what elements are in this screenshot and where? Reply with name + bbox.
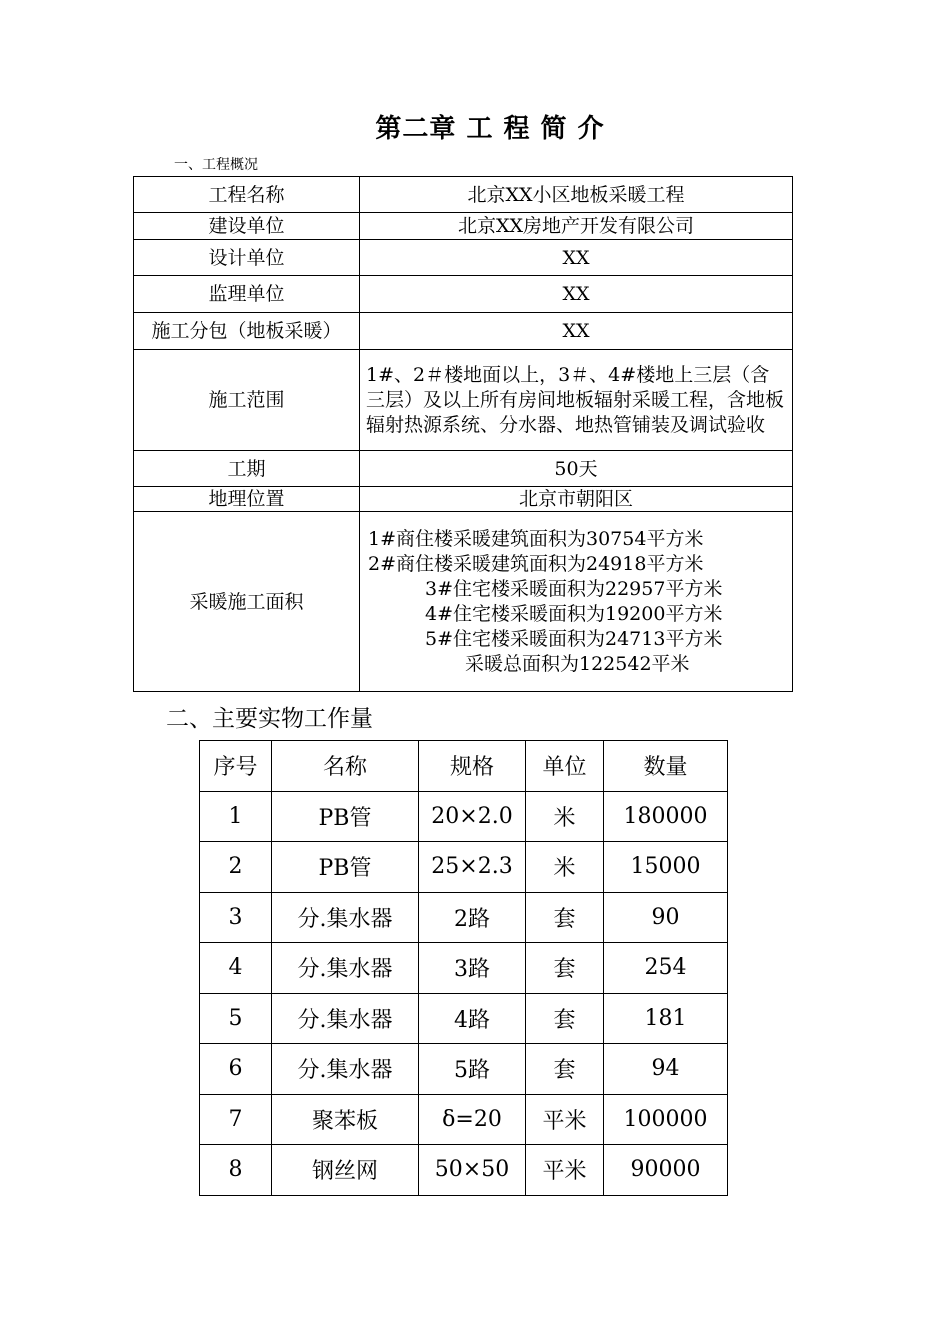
area-line: 采暖总面积为122542平米 [465, 652, 690, 675]
workload-table [199, 740, 728, 1196]
row-label: 地理位置 [134, 487, 360, 512]
column-header: 数量 [604, 741, 728, 792]
column-header: 序号 [200, 741, 272, 792]
table-row [134, 276, 793, 313]
cell: PB管 [272, 791, 419, 842]
cell: δ=20 [419, 1094, 526, 1145]
row-value: XX [360, 313, 793, 350]
cell: 5 [200, 993, 272, 1044]
section1-heading: 一、工程概况 [174, 157, 258, 173]
row-value: XX [360, 240, 793, 276]
table-row [134, 177, 793, 213]
construction-scope-value: 1#、2＃楼地面以上，3＃、4#楼地上三层（含三层）及以上所有房间地板辐射采暖工程，含地板辐射热源系统、分水器、地热管铺装及调试验收 [360, 350, 793, 451]
cell: PB管 [272, 842, 419, 893]
cell: 1 [200, 791, 272, 842]
row-label: 施工范围 [134, 350, 360, 451]
table-row [200, 1094, 728, 1145]
cell: 3 [200, 892, 272, 943]
row-value: 北京XX小区地板采暖工程 [360, 177, 793, 213]
table-row [200, 943, 728, 994]
cell: 181 [604, 993, 728, 1044]
table-row [134, 350, 793, 451]
table-row [200, 1145, 728, 1196]
chapter-title: 第二章 工 程 简 介 [375, 114, 605, 144]
cell: 90000 [604, 1145, 728, 1196]
cell: 2路 [419, 892, 526, 943]
area-line: 1#商住楼采暖建筑面积为30754平方米 [368, 527, 704, 550]
column-header: 单位 [526, 741, 604, 792]
cell: 4 [200, 943, 272, 994]
cell: 套 [526, 1044, 604, 1095]
cell: 94 [604, 1044, 728, 1095]
area-line: 3#住宅楼采暖面积为22957平方米 [425, 577, 723, 600]
cell: 平米 [526, 1145, 604, 1196]
cell: 15000 [604, 842, 728, 893]
table-row [200, 993, 728, 1044]
table-row [134, 487, 793, 512]
cell: 180000 [604, 791, 728, 842]
row-label: 施工分包（地板采暖） [134, 313, 360, 350]
cell: 聚苯板 [272, 1094, 419, 1145]
table-row [134, 313, 793, 350]
heating-area-label: 采暖施工面积 [134, 512, 360, 692]
row-label: 监理单位 [134, 276, 360, 313]
column-header: 规格 [419, 741, 526, 792]
cell: 2 [200, 842, 272, 893]
cell: 90 [604, 892, 728, 943]
table-row [134, 240, 793, 276]
row-value: XX [360, 276, 793, 313]
cell: 分.集水器 [272, 993, 419, 1044]
cell: 套 [526, 993, 604, 1044]
table-row [200, 892, 728, 943]
cell: 6 [200, 1044, 272, 1095]
table-row [134, 213, 793, 240]
table-row [134, 512, 793, 692]
heating-area-values [360, 512, 793, 692]
cell: 3路 [419, 943, 526, 994]
row-value: 50天 [360, 451, 793, 487]
row-value: 北京XX房地产开发有限公司 [360, 213, 793, 240]
cell: 套 [526, 892, 604, 943]
area-line: 5#住宅楼采暖面积为24713平方米 [425, 627, 723, 650]
cell: 分.集水器 [272, 892, 419, 943]
cell: 套 [526, 943, 604, 994]
row-value: 北京市朝阳区 [360, 487, 793, 512]
table-row [200, 842, 728, 893]
row-label: 设计单位 [134, 240, 360, 276]
cell: 米 [526, 791, 604, 842]
cell: 100000 [604, 1094, 728, 1145]
cell: 8 [200, 1145, 272, 1196]
cell: 7 [200, 1094, 272, 1145]
area-line: 2#商住楼采暖建筑面积为24918平方米 [368, 552, 704, 575]
column-header: 名称 [272, 741, 419, 792]
table-row [200, 791, 728, 842]
header-row [200, 741, 728, 792]
project-overview-table [133, 176, 793, 692]
cell: 50×50 [419, 1145, 526, 1196]
cell: 分.集水器 [272, 943, 419, 994]
table-row [134, 451, 793, 487]
cell: 5路 [419, 1044, 526, 1095]
row-label: 建设单位 [134, 213, 360, 240]
cell: 分.集水器 [272, 1044, 419, 1095]
cell: 25×2.3 [419, 842, 526, 893]
area-line: 4#住宅楼采暖面积为19200平方米 [425, 602, 723, 625]
row-label: 工期 [134, 451, 360, 487]
row-label: 工程名称 [134, 177, 360, 213]
cell: 254 [604, 943, 728, 994]
section2-heading: 二、主要实物工作量 [166, 706, 373, 732]
cell: 钢丝网 [272, 1145, 419, 1196]
table-row [200, 1044, 728, 1095]
cell: 米 [526, 842, 604, 893]
cell: 4路 [419, 993, 526, 1044]
cell: 平米 [526, 1094, 604, 1145]
cell: 20×2.0 [419, 791, 526, 842]
